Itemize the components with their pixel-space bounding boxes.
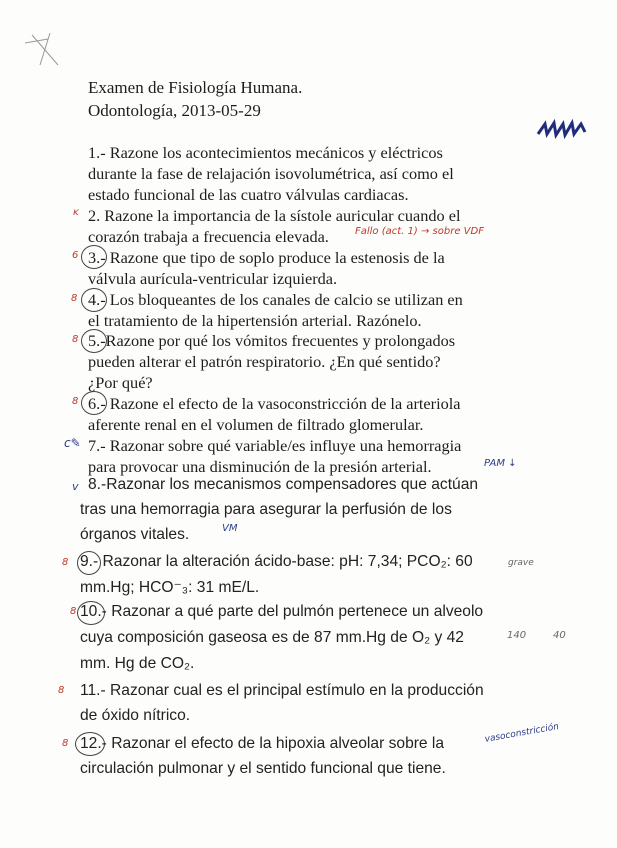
handwritten-note-q8: VM (222, 523, 238, 534)
margin-mark-q11: 8 (58, 685, 65, 696)
question-10-line-2: cuya composición gaseosa es de 87 mm.Hg de O₂ y 42 (80, 629, 464, 646)
question-11-line-1: 11.- Razonar cual es el principal estímulo en la producción (80, 682, 484, 699)
question-1-line-1: 1.- Razone los acontecimientos mecánicos y eléctricos (88, 143, 443, 162)
margin-mark-q2: ĸ (73, 207, 79, 218)
corner-x-mark (20, 25, 65, 70)
question-7-line-1: 7.- Razonar sobre qué variable/es influye una hemorragia (88, 436, 462, 455)
question-9-line-1: 9.- Razonar la alteración ácido-base: pH: 7,34; PCO₂: 60 (80, 553, 473, 570)
question-6-line-2: aferente renal en el volumen de filtrado glomerular. (88, 415, 424, 434)
margin-mark-q3: 6 (72, 250, 79, 261)
question-8-line-2: tras una hemorragia para asegurar la perfusión de los (80, 501, 452, 518)
question-9-line-2: mm.Hg; HCO⁻₃: 31 mE/L. (80, 579, 260, 596)
question-2-line-2: corazón trabaja a frecuencia elevada. (88, 227, 329, 246)
margin-mark-q8: v (72, 480, 79, 493)
margin-mark-q9: 8 (62, 557, 69, 568)
handwritten-note-q2: Fallo (act. 1) → sobre VDF (355, 226, 484, 237)
question-11-line-2: de óxido nítrico. (80, 707, 191, 724)
question-4-line-1: 4.- Los bloqueantes de los canales de calcio se utilizan en (88, 290, 463, 309)
handwritten-note-q10-b: 40 (553, 630, 566, 641)
question-6-line-1: 6.- Razone el efecto de la vasoconstricción de la arteriola (88, 394, 461, 413)
handwritten-note-q10-a: 140 (507, 630, 527, 641)
question-3-line-2: válvula aurícula-ventricular izquierda. (88, 269, 338, 288)
exam-date: Odontología, 2013-05-29 (88, 101, 261, 120)
question-5-line-2: pueden alterar el patrón respiratorio. ¿En qué sentido? (88, 352, 441, 371)
margin-mark-q4: 8 (71, 293, 78, 304)
question-1-line-2: durante la fase de relajación isovolumétrica, así como el (88, 164, 454, 183)
exam-title: Examen de Fisiología Humana. (88, 78, 303, 97)
margin-mark-q10: 8 (70, 606, 77, 617)
question-3-line-1: 3.- Razone que tipo de soplo produce la estenosis de la (88, 248, 445, 267)
question-7-line-2: para provocar una disminución de la presión arterial. (88, 457, 432, 476)
question-1-line-3: estado funcional de las cuatro válvulas cardiacas. (88, 185, 409, 204)
question-10-line-1: 10.- Razonar a qué parte del pulmón pertenece un alveolo (80, 603, 484, 620)
margin-mark-q5: 8 (72, 334, 79, 345)
margin-mark-q12: 8 (62, 738, 69, 749)
question-2-line-1: 2. Razone la importancia de la sístole auricular cuando el (88, 206, 461, 225)
question-5-line-1: 5.-Razone por qué los vómitos frecuentes y prolongados (88, 331, 456, 350)
margin-mark-q6: 8 (72, 396, 79, 407)
handwritten-note-q12: vasoconstricción (484, 721, 560, 745)
margin-mark-q7: c✎ (64, 436, 81, 450)
question-10-line-3: mm. Hg de CO₂. (80, 655, 195, 672)
question-8-line-3: órganos vitales. (80, 526, 190, 543)
handwritten-note-q7: PAM ↓ (484, 458, 517, 469)
question-12-line-2: circulación pulmonar y el sentido funcional que tiene. (80, 760, 446, 777)
question-12-line-1: 12.- Razonar el efecto de la hipoxia alveolar sobre la (80, 735, 445, 752)
ink-scribble (535, 118, 590, 142)
question-5-line-3: ¿Por qué? (88, 373, 153, 392)
question-8-line-1: 8.-Razonar los mecanismos compensadores que actúan (88, 476, 479, 493)
handwritten-note-q9: grave (508, 558, 534, 568)
question-4-line-2: el tratamiento de la hipertensión arterial. Razónelo. (88, 311, 422, 330)
